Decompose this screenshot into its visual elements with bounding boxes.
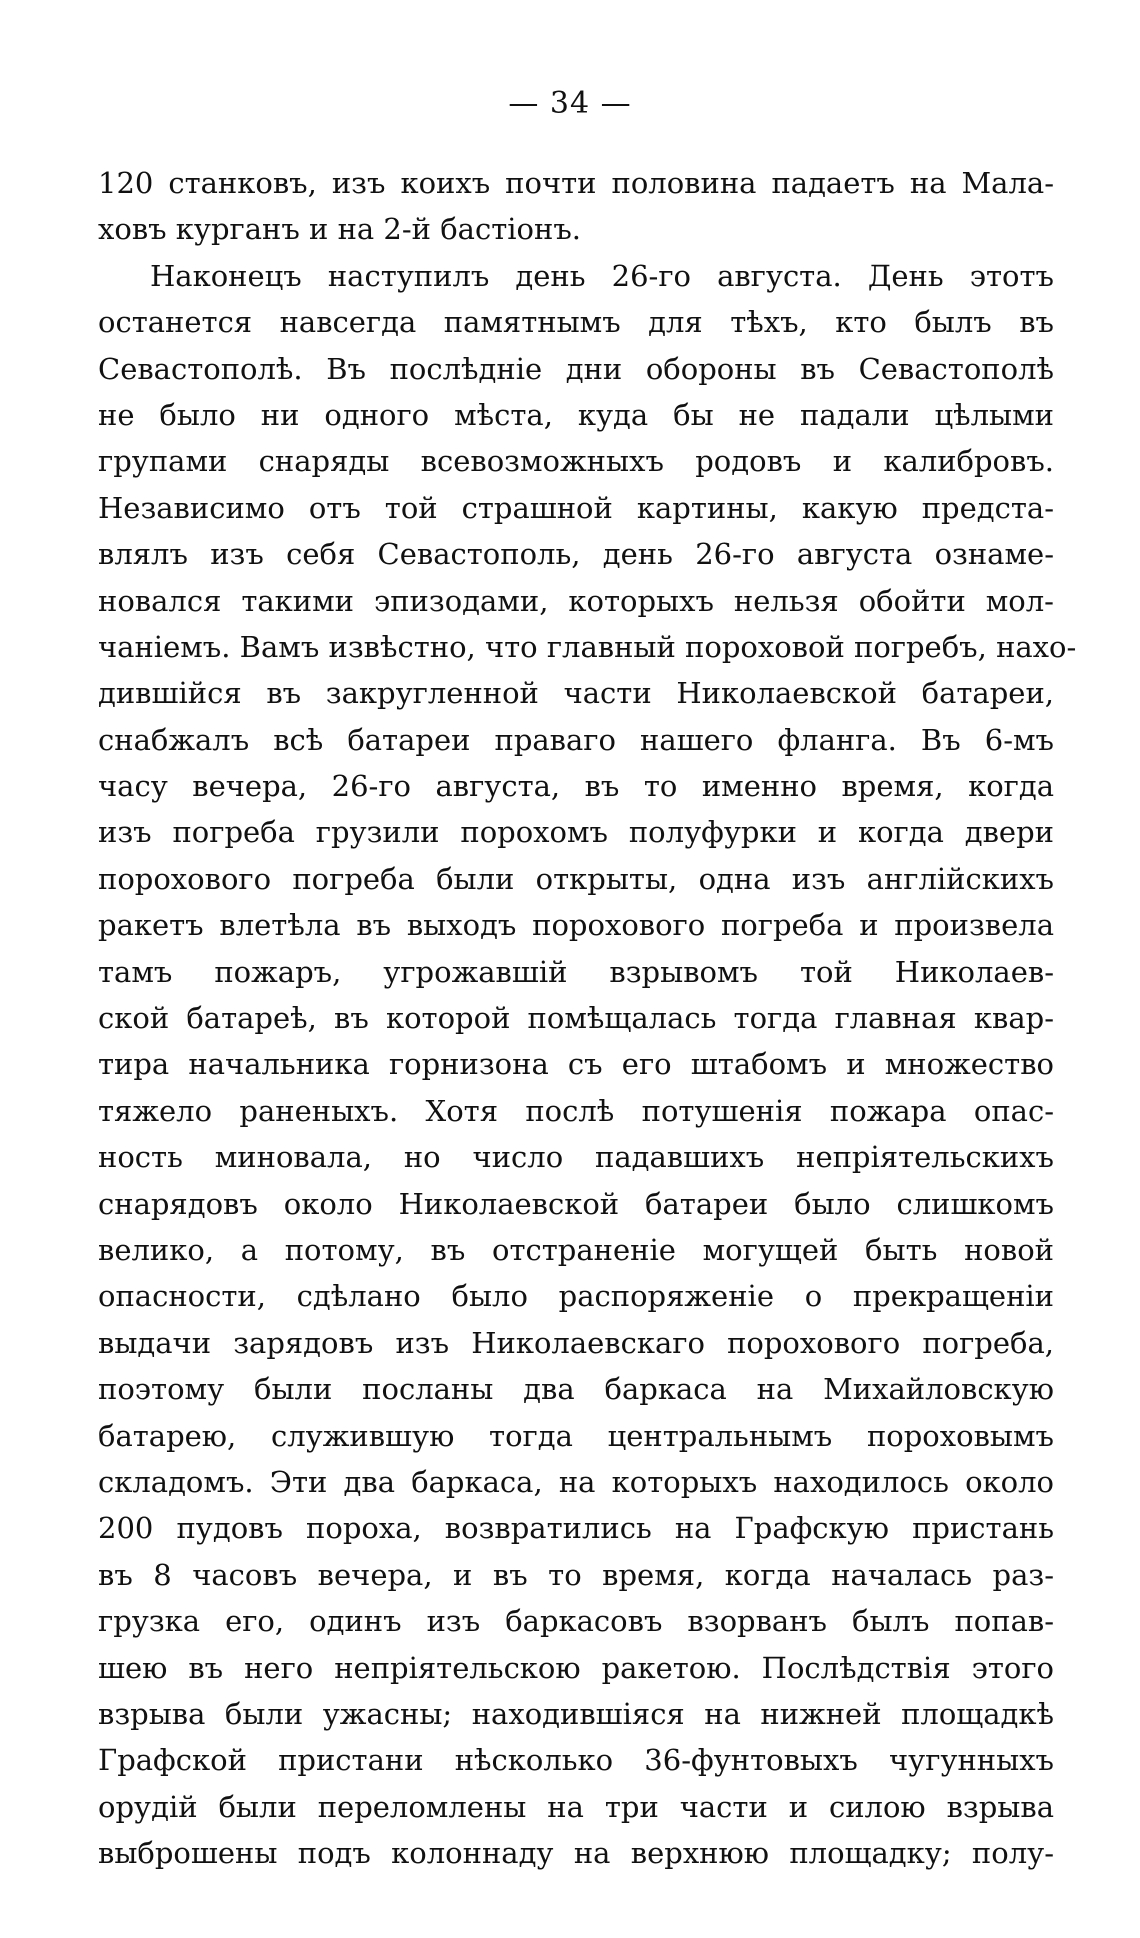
text-line: дившійся въ закругленной части Николаевской батареи, [98, 676, 1054, 711]
text-line: не было ни одного мѣста, куда бы не падали цѣлыми [98, 397, 1054, 432]
text-line: ность миновала, но число падавшихъ непріятельскихъ [98, 1140, 1054, 1175]
text-line: Независимо отъ той страшной картины, какую предста- [98, 490, 1054, 525]
text-line: поэтому были посланы два баркаса на Михайловскую [98, 1372, 1054, 1407]
text-line: новался такими эпизодами, которыхъ нельзя обойти мол- [98, 583, 1054, 618]
text-line: ракетъ влетѣла въ выходъ порохового погреба и произвела [98, 908, 1054, 943]
body-text [98, 160, 1077, 1876]
text-line: тамъ пожаръ, угрожавшій взрывомъ той Николаев- [98, 954, 1054, 989]
text-line: часу вечера, 26-го августа, въ то именно время, когда [98, 769, 1054, 804]
text-line: снарядовъ около Николаевской батареи было слишкомъ [98, 1186, 1054, 1221]
text-line: выброшены подъ колоннаду на верхнюю площадку; полу- [98, 1836, 1054, 1871]
text-line: грузка его, одинъ изъ баркасовъ взорванъ былъ попав- [98, 1604, 1054, 1639]
text-line: взрыва были ужасны; находившіяся на нижней площадкѣ [98, 1696, 1054, 1731]
text-line: тяжело раненыхъ. Хотя послѣ потушенія пожара опас- [98, 1093, 1054, 1128]
text-line: въ 8 часовъ вечера, и въ то время, когда началась раз- [98, 1557, 1054, 1592]
text-line: выдачи зарядовъ изъ Николаевскаго порохового погреба, [98, 1325, 1054, 1360]
text-line: Наконецъ наступилъ день 26-го августа. День этотъ [150, 258, 1054, 293]
text-line: групами снаряды всевозможныхъ родовъ и калибровъ. [98, 444, 1054, 479]
text-line: орудій были переломлены на три части и силою взрыва [98, 1789, 1054, 1824]
text-line: Севастополѣ. Въ послѣдніе дни обороны въ Севастополѣ [98, 351, 1054, 386]
text-line: снабжалъ всѣ батареи праваго нашего фланга. Въ 6-мъ [98, 722, 1054, 757]
text-line: чаніемъ. Вамъ извѣстно, что главный пороховой погребъ, нахо- [98, 629, 1077, 664]
page-number: — 34 — [508, 86, 632, 121]
text-line: опасности, сдѣлано было распоряженіе о прекращеніи [98, 1279, 1054, 1314]
text-line: шею въ него непріятельскою ракетою. Послѣдствія этого [98, 1650, 1054, 1685]
text-line: велико, а потому, въ отстраненіе могущей быть новой [98, 1232, 1054, 1267]
text-line: изъ погреба грузили порохомъ полуфурки и когда двери [98, 815, 1054, 850]
text-line: ховъ курганъ и на 2-й бастіонъ. [98, 212, 581, 247]
text-line: батарею, служившую тогда центральнымъ пороховымъ [98, 1418, 1054, 1453]
text-line: ской батареѣ, въ которой помѣщалась тогда главная квар- [98, 1001, 1054, 1036]
text-line: останется навсегда памятнымъ для тѣхъ, кто былъ въ [98, 305, 1054, 340]
text-line: 200 пудовъ пороха, возвратились на Графскую пристань [98, 1511, 1054, 1546]
text-line: Графской пристани нѣсколько 36-фунтовыхъ чугунныхъ [98, 1743, 1054, 1778]
text-line: влялъ изъ себя Севастополь, день 26-го августа ознаме- [98, 537, 1054, 572]
text-line: 120 станковъ, изъ коихъ почти половина падаетъ на Мала- [98, 166, 1054, 200]
text-line: складомъ. Эти два баркаса, на которыхъ находилось около [98, 1464, 1054, 1499]
text-line: тира начальника горнизона съ его штабомъ и множество [98, 1047, 1054, 1082]
text-line: порохового погреба были открыты, одна изъ англійскихъ [98, 861, 1054, 896]
